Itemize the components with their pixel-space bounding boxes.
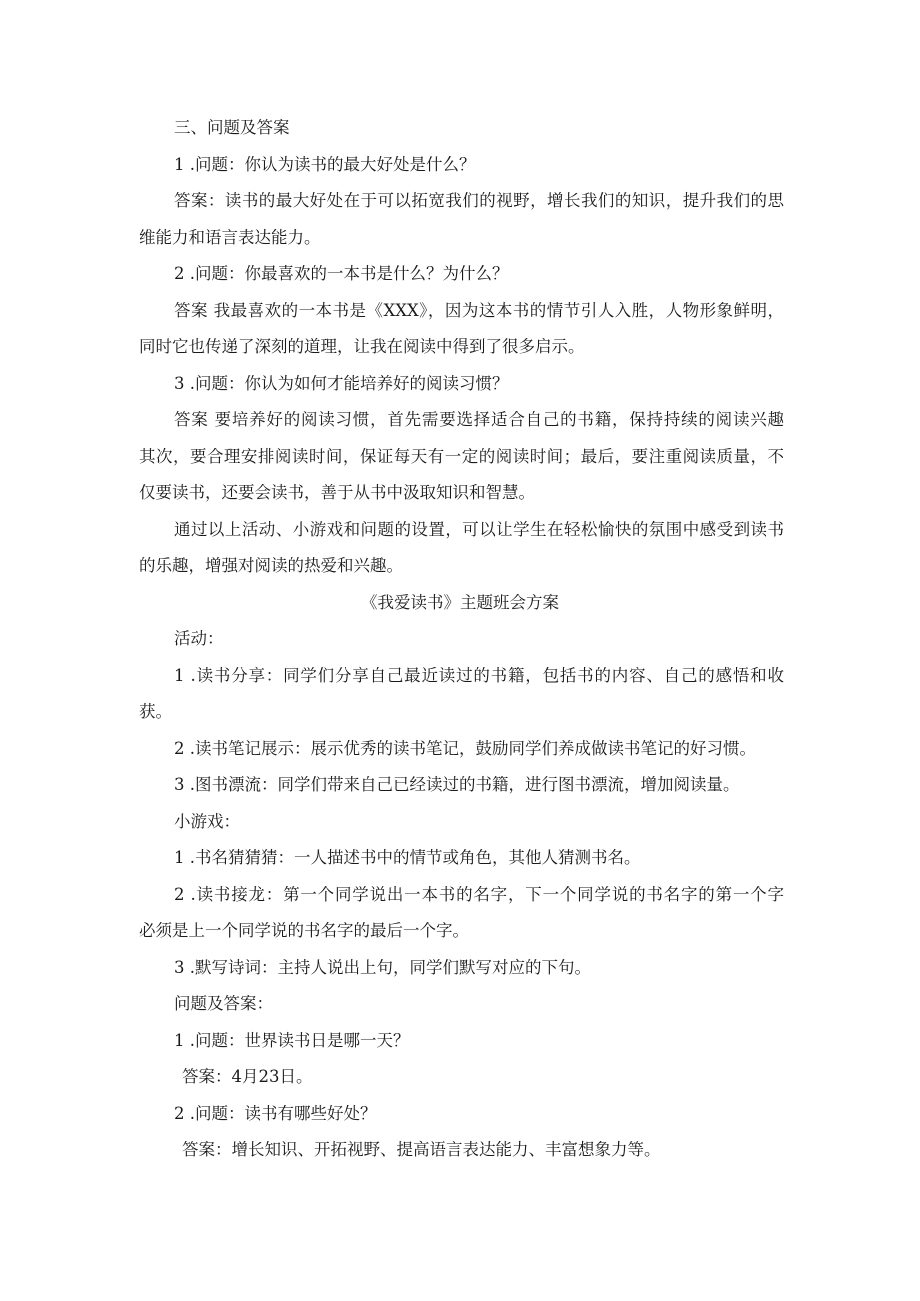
game-1: 1 .书名猜猜猜：一人描述书中的情节或角色，其他人猜测书名。 <box>174 848 641 867</box>
summary-line-1: 通过以上活动、小游戏和问题的设置，可以让学生在轻松愉快的氛围中感受到读书 <box>174 520 784 539</box>
answer-world-book-day: 答案：4月23日。 <box>182 1067 313 1086</box>
question-3: 3 .问题：你认为如何才能培养好的阅读习惯？ <box>174 374 509 393</box>
activities-heading: 活动： <box>174 629 224 648</box>
answer-reading-benefits: 答案：增长知识、开拓视野、提高语言表达能力、丰富想象力等。 <box>182 1140 661 1159</box>
question-world-book-day: 1 .问题：世界读书日是哪一天？ <box>174 1031 410 1050</box>
plan-title: 《我爱读书》主题班会方案 <box>361 593 559 612</box>
answer-2-line-1: 答案 我最喜欢的一本书是《XXX》，因为这本书的情节引人入胜，人物形象鲜明， <box>174 301 784 320</box>
activity-2: 2 .读书笔记展示：展示优秀的读书笔记，鼓励同学们养成做读书笔记的好习惯。 <box>174 739 756 758</box>
game-2-line-1: 2 .读书接龙：第一个同学说出一本书的名字，下一个同学说的书名字的第一个字 <box>174 885 784 904</box>
question-2: 2 .问题：你最喜欢的一本书是什么？为什么？ <box>174 264 509 283</box>
games-heading: 小游戏： <box>174 812 240 831</box>
game-2-line-2: 必须是上一个同学说的书名字的最后一个字。 <box>139 921 469 940</box>
game-3: 3 .默写诗词：主持人说出上句，同学们默写对应的下句。 <box>174 958 591 977</box>
answer-1-line-2: 维能力和语言表达能力。 <box>139 228 321 247</box>
question-1: 1 .问题：你认为读书的最大好处是什么？ <box>174 155 476 174</box>
activity-1-line-2: 获。 <box>139 702 172 721</box>
activity-1-line-1: 1 .读书分享：同学们分享自己最近读过的书籍，包括书的内容、自己的感悟和收 <box>174 666 784 685</box>
summary-line-2: 的乐趣，增强对阅读的热爱和兴趣。 <box>139 556 403 575</box>
answer-1-line-1: 答案：读书的最大好处在于可以拓宽我们的视野，增长我们的知识，提升我们的思 <box>174 191 784 210</box>
answer-2-line-2: 同时它也传递了深刻的道理，让我在阅读中得到了很多启示。 <box>139 337 585 356</box>
question-reading-benefits: 2 .问题：读书有哪些好处？ <box>174 1104 377 1123</box>
qa-heading: 问题及答案： <box>174 994 273 1013</box>
answer-3-line-2: 其次，要合理安排阅读时间，保证每天有一定的阅读时间；最后，要注重阅读质量，不 <box>139 447 784 466</box>
answer-3-line-3: 仅要读书，还要会读书，善于从书中汲取知识和智慧。 <box>139 483 535 502</box>
section-heading: 三、问题及答案 <box>174 118 290 137</box>
answer-3-line-1: 答案 要培养好的阅读习惯，首先需要选择适合自己的书籍，保持持续的阅读兴趣 <box>174 410 784 429</box>
activity-3: 3 .图书漂流：同学们带来自己已经读过的书籍，进行图书漂流，增加阅读量。 <box>174 775 740 794</box>
